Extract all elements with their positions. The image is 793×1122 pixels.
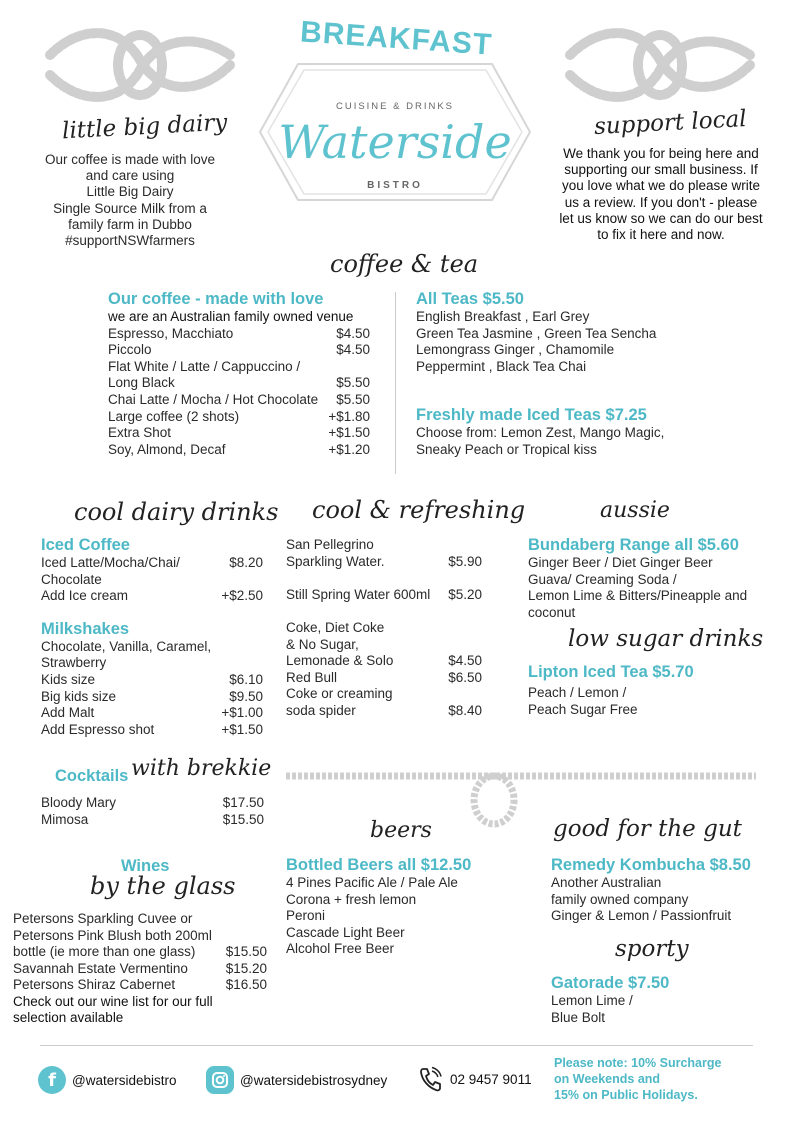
item-name: & No Sugar,	[286, 636, 359, 652]
item-name: Large coffee (2 shots)	[108, 408, 240, 424]
menu-item	[286, 570, 482, 587]
item-name: Soy, Almond, Decaf	[108, 441, 226, 457]
item-name: Add Malt	[41, 705, 95, 721]
item-price: $4.50	[448, 653, 482, 669]
wine-list-note: Check out our wine list for our full selection available	[13, 994, 213, 1026]
beer-line: Corona + fresh lemon	[286, 891, 417, 907]
dairy-line: Our coffee is made with love	[44, 152, 216, 167]
lipton-line: Peach / Lemon /	[528, 685, 627, 700]
item-name: Coke or creaming	[286, 686, 393, 702]
item-name: Petersons Pink Blush both 200ml	[13, 927, 212, 943]
remedy-line: Ginger & Lemon / Passionfruit	[551, 908, 732, 924]
menu-item	[108, 326, 370, 343]
bundaberg-line: Guava/ Creaming Soda /	[528, 571, 677, 587]
menu-item	[13, 911, 267, 928]
item-price: $15.50	[222, 811, 264, 827]
support-heading: support local	[593, 106, 748, 140]
coffee-tea-heading: coffee & tea	[330, 250, 479, 278]
item-price: $16.50	[225, 977, 267, 993]
item-name: Piccolo	[108, 342, 152, 358]
item-name: Mimosa	[41, 811, 89, 827]
menu-item	[286, 703, 482, 720]
menu-item	[286, 637, 482, 654]
coffee-subheading: we are an Australian family owned venue	[108, 309, 354, 324]
wine-items	[13, 911, 267, 994]
cool-refreshing-heading: cool & refreshing	[312, 496, 526, 524]
teas-section	[416, 289, 716, 375]
item-name: Long Black	[108, 375, 175, 391]
iced-teas-lines	[416, 425, 716, 458]
item-price: $4.50	[336, 342, 370, 358]
facebook-handle: @watersidebistro	[72, 1072, 177, 1088]
menu-item	[108, 442, 370, 459]
item-price: +$1.80	[328, 408, 370, 424]
tea-line: Peppermint , Black Tea Chai	[416, 358, 587, 374]
menu-item	[286, 670, 482, 687]
instagram-handle: @watersidebistrosydney	[240, 1072, 388, 1088]
item-name: Chocolate	[41, 571, 102, 587]
menu-item	[108, 342, 370, 359]
gut-heading: good for the gut	[553, 816, 742, 842]
tea-line: Lemongrass Ginger , Chamomile	[416, 342, 615, 358]
dairy-line: Little Big Dairy	[86, 184, 174, 200]
menu-item	[41, 555, 263, 572]
phone-number: 02 9457 9011	[450, 1071, 532, 1087]
beer-line: Alcohol Free Beer	[286, 941, 395, 957]
instagram-icon	[206, 1066, 234, 1094]
cool-dairy-section	[41, 535, 263, 738]
low-sugar-heading: low sugar drinks	[568, 626, 764, 652]
bottled-beers-heading: Bottled Beers all $12.50	[286, 856, 472, 874]
item-name: Flat White / Latte / Cappuccino /	[108, 358, 301, 374]
wines-script: by the glass	[90, 872, 236, 900]
item-price: $6.10	[229, 671, 263, 687]
surcharge-line: Please note: 10% Surcharge	[554, 1056, 722, 1070]
cool-dairy-heading: cool dairy drinks	[74, 498, 279, 526]
item-name: Coke, Diet Coke	[286, 619, 385, 635]
remedy-line: family owned company	[551, 891, 689, 907]
menu-item	[41, 705, 263, 722]
menu-item	[41, 572, 263, 589]
phone-link[interactable]	[418, 1066, 532, 1092]
breakfast-title-text: BREAKFAST	[299, 15, 494, 62]
iced-coffee-heading: Iced Coffee	[41, 536, 130, 554]
item-name: Add Espresso shot	[41, 721, 155, 737]
bundaberg-lines	[528, 555, 768, 621]
item-name: Espresso, Macchiato	[108, 325, 234, 341]
item-price: $5.20	[448, 586, 482, 602]
menu-item	[286, 686, 482, 703]
coffee-heading: Our coffee - made with love	[108, 290, 324, 308]
menu-item	[41, 639, 263, 656]
cocktails-heading: Cocktails	[55, 767, 129, 785]
item-name: Red Bull	[286, 669, 338, 685]
beer-line: 4 Pines Pacific Ale / Pale Ale	[286, 875, 458, 890]
logo-top-text: CUISINE & DRINKS	[335, 101, 455, 112]
remedy-line: Another Australian	[551, 875, 662, 890]
menu-item	[41, 672, 263, 689]
coffee-items	[108, 326, 370, 459]
item-name: Chai Latte / Mocha / Hot Chocolate	[108, 391, 319, 407]
tea-line: Green Tea Jasmine , Green Tea Sencha	[416, 325, 657, 341]
item-name: Still Spring Water 600ml	[286, 586, 431, 602]
item-price: +$1.50	[221, 721, 263, 737]
item-price: $5.90	[448, 553, 482, 569]
bundaberg-line: Lemon Lime & Bitters/Pineapple and	[528, 588, 748, 604]
menu-item	[286, 554, 482, 571]
item-name: Bloody Mary	[41, 795, 117, 810]
item-name: Extra Shot	[108, 425, 172, 441]
item-price: $4.50	[336, 325, 370, 341]
menu-item	[286, 537, 482, 554]
menu-item	[108, 425, 370, 442]
instagram-link[interactable]	[206, 1066, 387, 1094]
iced-teas-heading: Freshly made Iced Teas $7.25	[416, 406, 647, 424]
cocktails-script: with brekkie	[131, 756, 272, 781]
item-price: $17.50	[222, 795, 264, 810]
item-name: San Pellegrino	[286, 537, 374, 552]
dairy-line: Single Source Milk from a	[53, 200, 207, 216]
item-name: Kids size	[41, 671, 96, 687]
bundaberg-line: Ginger Beer / Diet Ginger Beer	[528, 555, 713, 570]
wines-heading: Wines	[121, 857, 170, 875]
lipton-heading: Lipton Iced Tea $5.70	[528, 663, 694, 681]
menu-item	[41, 795, 264, 812]
item-price: +$1.00	[221, 705, 263, 721]
menu-item	[13, 977, 267, 994]
remedy-heading: Remedy Kombucha $8.50	[551, 856, 751, 874]
item-name: Petersons Shiraz Cabernet	[13, 977, 176, 993]
beer-line: Peroni	[286, 908, 326, 924]
iced-teas-section	[416, 405, 716, 458]
dairy-line: and care using	[85, 168, 175, 184]
menu-item	[13, 928, 267, 945]
item-price: $6.50	[448, 669, 482, 685]
logo-bistro	[258, 180, 532, 191]
menu-item	[41, 722, 263, 739]
aussie-section	[528, 535, 768, 621]
iced-coffee-items	[41, 555, 263, 605]
lipton-line: Peach Sugar Free	[528, 701, 638, 717]
item-name: Strawberry	[41, 655, 107, 671]
menu-item	[41, 689, 263, 706]
item-name: Chocolate, Vanilla, Caramel,	[41, 638, 212, 654]
item-price: +$1.50	[328, 425, 370, 441]
item-price: $15.50	[225, 944, 267, 960]
menu-item	[108, 359, 370, 376]
item-price: $8.40	[448, 702, 482, 718]
menu-item	[108, 392, 370, 409]
item-price: $15.20	[225, 960, 267, 976]
surcharge-line: 15% on Public Holidays.	[554, 1088, 698, 1102]
beers-section	[286, 855, 526, 958]
menu-item	[41, 655, 263, 672]
teas-heading: All Teas $5.50	[416, 290, 524, 308]
gatorade-lines	[551, 993, 781, 1026]
menu-item	[13, 944, 267, 961]
menu-item	[108, 375, 370, 392]
item-price: +$1.20	[328, 441, 370, 457]
cool-refreshing-items	[286, 537, 482, 720]
tea-line: English Breakfast , Earl Grey	[416, 309, 590, 324]
item-name: Big kids size	[41, 688, 117, 704]
dairy-text	[30, 152, 230, 249]
menu-item	[286, 620, 482, 637]
remedy-lines	[551, 875, 781, 925]
item-price: $8.20	[229, 555, 263, 570]
lipton-lines	[528, 685, 768, 718]
item-name: Savannah Estate Vermentino	[13, 960, 188, 976]
aussie-heading: aussie	[600, 498, 670, 523]
menu-item	[286, 653, 482, 670]
low-sugar-section	[528, 662, 768, 718]
coffee-tea-divider	[395, 292, 396, 474]
rope-knot-left-decoration	[40, 20, 240, 110]
dairy-line: #supportNSWfarmers	[65, 233, 195, 249]
item-name: Add Ice cream	[41, 588, 129, 604]
bundaberg-line: coconut	[528, 604, 576, 620]
logo-name-text: Waterside	[278, 115, 512, 169]
menu-item	[286, 587, 482, 604]
item-price: $5.50	[336, 375, 370, 391]
menu-item	[13, 961, 267, 978]
item-name: Iced Latte/Mocha/Chai/	[41, 555, 180, 570]
gut-section	[551, 855, 781, 925]
milkshake-items	[41, 639, 263, 739]
item-name: Petersons Sparkling Cuvee or	[13, 911, 193, 926]
sporty-section	[551, 973, 781, 1026]
logo-bottom-text: BISTRO	[367, 180, 423, 191]
facebook-icon: f	[38, 1066, 66, 1094]
milkshakes-heading: Milkshakes	[41, 619, 130, 638]
footer-divider	[40, 1045, 753, 1046]
item-name: soda spider	[286, 702, 356, 718]
surcharge-note	[554, 1055, 754, 1103]
beer-line: Cascade Light Beer	[286, 924, 405, 940]
beer-lines	[286, 875, 526, 958]
coffee-section	[108, 289, 370, 458]
logo-cuisine-drinks	[258, 101, 532, 112]
beers-heading: beers	[370, 818, 432, 843]
item-price: $5.50	[336, 391, 370, 407]
item-name: Sparkling Water.	[286, 553, 385, 569]
bundaberg-heading: Bundaberg Range all $5.60	[528, 536, 739, 554]
dairy-line: family farm in Dubbo	[68, 216, 192, 232]
item-price: $9.50	[229, 688, 263, 704]
menu-item	[41, 588, 263, 605]
surcharge-line: on Weekends and	[554, 1072, 661, 1086]
sporty-heading: sporty	[615, 936, 689, 962]
menu-item	[41, 812, 264, 829]
menu-item	[286, 603, 482, 620]
breakfast-title	[299, 15, 494, 62]
item-name: Lemonade & Solo	[286, 653, 394, 669]
dairy-heading: little big dairy	[61, 109, 228, 145]
gatorade-line: Blue Bolt	[551, 1009, 606, 1025]
iced-tea-line: Sneaky Peach or Tropical kiss	[416, 441, 597, 457]
rope-knot-right-decoration	[560, 20, 760, 110]
menu-item	[108, 409, 370, 426]
teas-lines	[416, 309, 716, 375]
support-text: We thank you for being here and supporting our small business. If you love what we do please write us a review. If you don't - please let us know so we can do our best to fix it here and now.	[559, 146, 763, 243]
item-price: +$2.50	[221, 588, 263, 604]
gatorade-line: Lemon Lime /	[551, 993, 633, 1008]
gatorade-heading: Gatorade $7.50	[551, 974, 670, 992]
logo-waterside	[258, 112, 532, 172]
item-name: bottle (ie more than one glass)	[13, 944, 196, 960]
cocktail-items	[41, 795, 264, 828]
iced-tea-line: Choose from: Lemon Zest, Mango Magic,	[416, 425, 665, 440]
facebook-link[interactable]	[38, 1066, 177, 1094]
phone-icon	[418, 1066, 442, 1092]
